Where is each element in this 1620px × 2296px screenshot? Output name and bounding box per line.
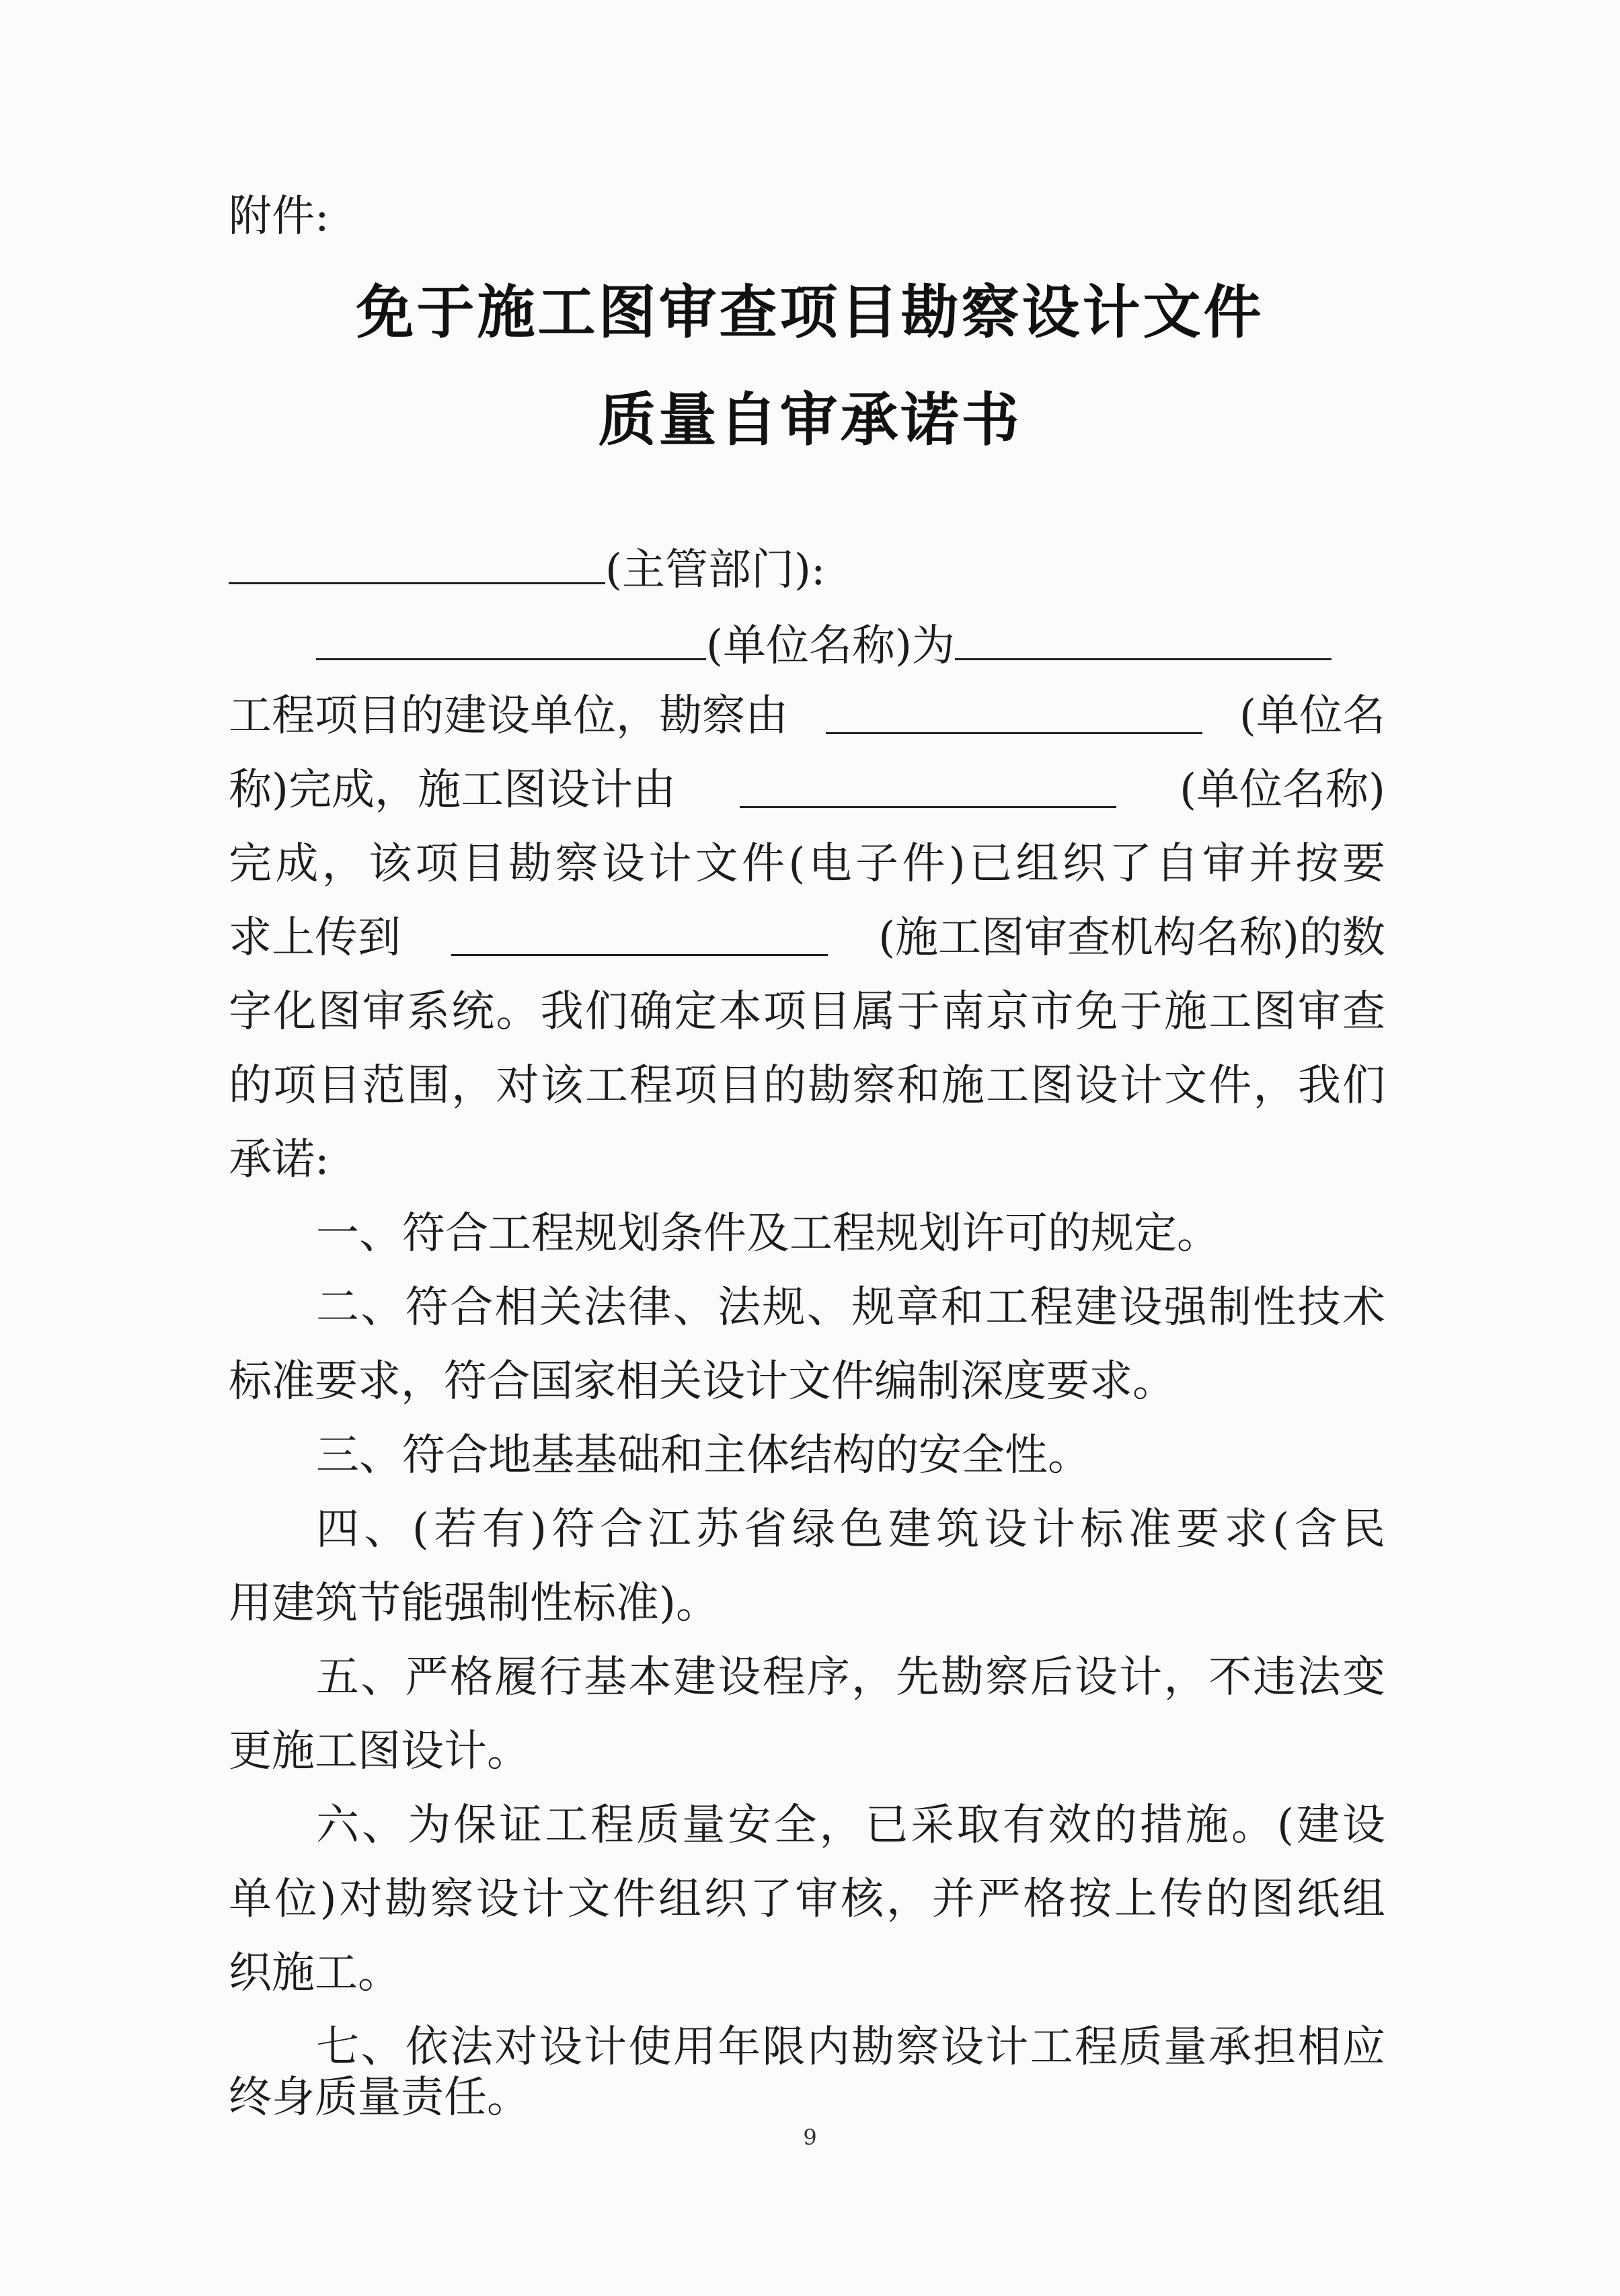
commitment-4-line-2: 用建筑节能强制性标准)。 <box>229 1579 719 1628</box>
body-text-1a: (单位名称)为 <box>706 621 955 671</box>
commitment-6-line-2: 单位)对勘察设计文件组织了审核，并严格按上传的图纸组 <box>229 1874 1385 1924</box>
commitment-2-line-2: 标准要求，符合国家相关设计文件编制深度要求。 <box>229 1357 1175 1407</box>
body-line-8: 承诺: <box>229 1135 330 1185</box>
commitment-7-line-2: 终身质量责任。 <box>229 2073 530 2123</box>
project-name-blank <box>955 615 1332 660</box>
commitment-1: 一、符合工程规划条件及工程规划许可的规定。 <box>316 1209 1220 1259</box>
commitment-6-line-3: 织施工。 <box>229 1948 401 1998</box>
body-text-2b: (单位名 <box>1239 691 1385 741</box>
body-text-5a: 求上传到 <box>229 913 401 963</box>
review-agency-blank <box>451 911 828 956</box>
commitment-3: 三、符合地基基础和主体结构的安全性。 <box>316 1431 1091 1480</box>
body-line-7: 的项目范围，对该工程项目的勘察和施工图设计文件，我们 <box>229 1061 1385 1111</box>
body-text-3b: (单位名称) <box>1180 765 1385 815</box>
body-line-5 <box>229 911 1385 965</box>
commitment-7-line-1: 七、依法对设计使用年限内勘察设计工程质量承担相应 <box>316 2022 1385 2072</box>
attachment-label: 附件: <box>229 192 330 241</box>
addressee-line <box>229 539 1385 593</box>
commitment-6-line-1: 六、为保证工程质量安全，已采取有效的措施。(建设 <box>316 1800 1385 1850</box>
unit-name-blank-1 <box>316 615 706 660</box>
body-line-1 <box>316 615 1385 669</box>
body-line-4: 完成，该项目勘察设计文件(电子件)已组织了自审并按要 <box>229 839 1385 889</box>
body-line-2 <box>229 689 1385 743</box>
body-line-3 <box>229 763 1385 817</box>
body-text-2a: 工程项目的建设单位，勘察由 <box>229 691 788 741</box>
document-title-line-2: 质量自审承诺书 <box>598 387 1022 454</box>
body-line-6: 字化图审系统。我们确定本项目属于南京市免于施工图审查 <box>229 987 1385 1037</box>
document-title-line-1: 免于施工图审查项目勘察设计文件 <box>356 279 1264 346</box>
commitment-2-line-1: 二、符合相关法律、法规、规章和工程建设强制性技术 <box>316 1283 1385 1333</box>
commitment-5-line-2: 更施工图设计。 <box>229 1727 530 1776</box>
commitment-5-line-1: 五、严格履行基本建设程序，先勘察后设计，不违法变 <box>316 1653 1385 1702</box>
body-text-5b: (施工图审查机构名称)的数 <box>878 913 1385 963</box>
body-text-3a: 称)完成，施工图设计由 <box>229 765 676 815</box>
survey-unit-blank <box>826 689 1202 734</box>
addressee-label: (主管部门): <box>605 545 826 595</box>
page-number: 9 <box>803 2125 817 2150</box>
department-blank <box>229 539 605 584</box>
design-unit-blank <box>740 763 1116 808</box>
commitment-4-line-1: 四、(若有)符合江苏省绿色建筑设计标准要求(含民 <box>316 1505 1385 1554</box>
